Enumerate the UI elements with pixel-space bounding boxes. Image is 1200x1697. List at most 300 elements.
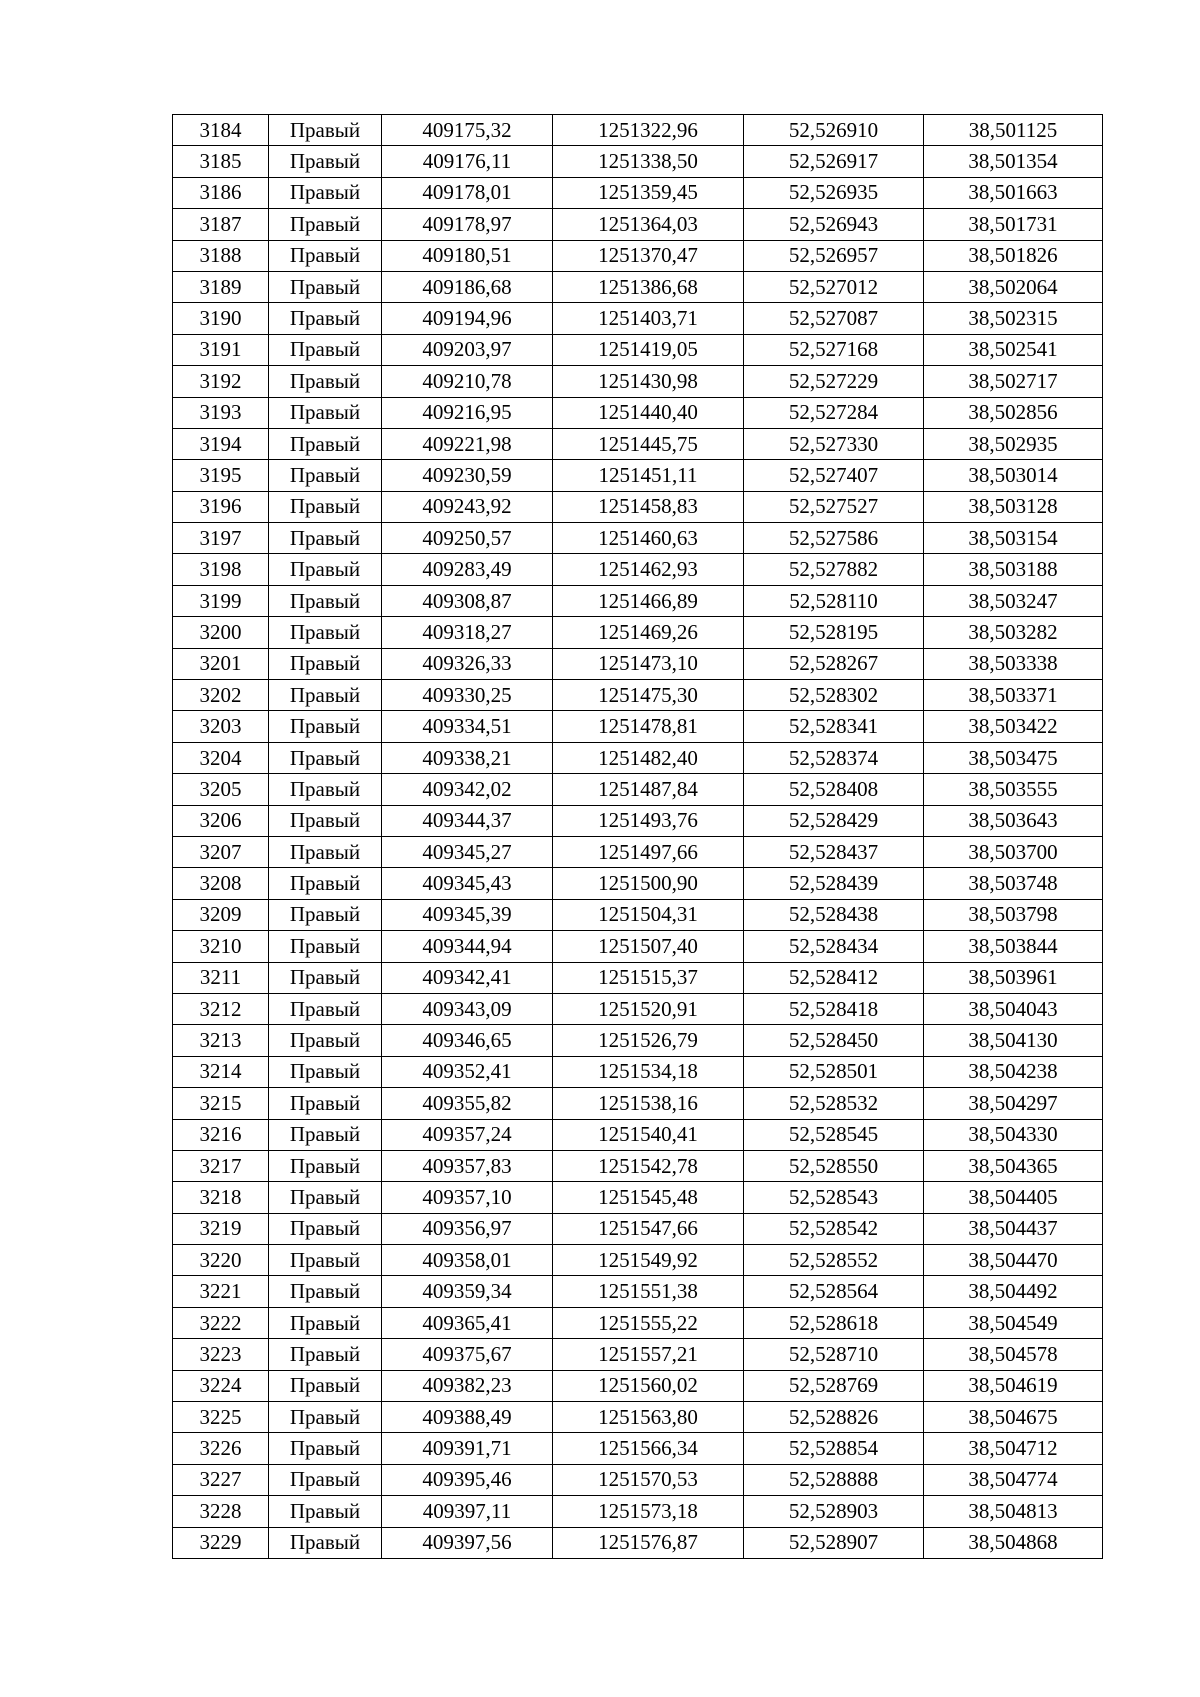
table-row — [173, 1182, 1103, 1213]
x-coordinate-cell: 409334,51 — [382, 711, 553, 742]
y-coordinate-cell: 1251338,50 — [553, 146, 744, 177]
x-coordinate-cell: 409382,23 — [382, 1370, 553, 1401]
point-number-cell: 3222 — [173, 1307, 269, 1338]
y-coordinate-cell: 1251563,80 — [553, 1402, 744, 1433]
point-number-cell: 3224 — [173, 1370, 269, 1401]
side-cell: Правый — [269, 899, 382, 930]
x-coordinate-cell: 409243,92 — [382, 491, 553, 522]
x-coordinate-cell: 409330,25 — [382, 680, 553, 711]
side-cell: Правый — [269, 868, 382, 899]
point-number-cell: 3184 — [173, 115, 269, 146]
coordinates-table — [172, 114, 1103, 1559]
y-coordinate-cell: 1251473,10 — [553, 648, 744, 679]
table-row — [173, 1088, 1103, 1119]
point-number-cell: 3215 — [173, 1088, 269, 1119]
point-number-cell: 3211 — [173, 962, 269, 993]
latitude-cell: 52,528434 — [744, 931, 924, 962]
side-cell: Правый — [269, 334, 382, 365]
point-number-cell: 3195 — [173, 460, 269, 491]
x-coordinate-cell: 409194,96 — [382, 303, 553, 334]
point-number-cell: 3212 — [173, 993, 269, 1024]
table-row — [173, 648, 1103, 679]
latitude-cell: 52,528907 — [744, 1527, 924, 1558]
point-number-cell: 3221 — [173, 1276, 269, 1307]
y-coordinate-cell: 1251487,84 — [553, 774, 744, 805]
y-coordinate-cell: 1251458,83 — [553, 491, 744, 522]
point-number-cell: 3219 — [173, 1213, 269, 1244]
y-coordinate-cell: 1251573,18 — [553, 1496, 744, 1527]
latitude-cell: 52,528437 — [744, 836, 924, 867]
longitude-cell: 38,504297 — [924, 1088, 1103, 1119]
x-coordinate-cell: 409345,43 — [382, 868, 553, 899]
x-coordinate-cell: 409186,68 — [382, 271, 553, 302]
longitude-cell: 38,501826 — [924, 240, 1103, 271]
y-coordinate-cell: 1251370,47 — [553, 240, 744, 271]
side-cell: Правый — [269, 209, 382, 240]
point-number-cell: 3214 — [173, 1056, 269, 1087]
x-coordinate-cell: 409308,87 — [382, 585, 553, 616]
y-coordinate-cell: 1251507,40 — [553, 931, 744, 962]
point-number-cell: 3191 — [173, 334, 269, 365]
x-coordinate-cell: 409357,24 — [382, 1119, 553, 1150]
table-row — [173, 209, 1103, 240]
side-cell: Правый — [269, 1276, 382, 1307]
latitude-cell: 52,527586 — [744, 523, 924, 554]
side-cell: Правый — [269, 836, 382, 867]
latitude-cell: 52,528110 — [744, 585, 924, 616]
x-coordinate-cell: 409397,56 — [382, 1527, 553, 1558]
y-coordinate-cell: 1251549,92 — [553, 1245, 744, 1276]
side-cell: Правый — [269, 1245, 382, 1276]
side-cell: Правый — [269, 1213, 382, 1244]
x-coordinate-cell: 409203,97 — [382, 334, 553, 365]
table-row — [173, 1370, 1103, 1401]
latitude-cell: 52,528769 — [744, 1370, 924, 1401]
point-number-cell: 3188 — [173, 240, 269, 271]
side-cell: Правый — [269, 428, 382, 459]
point-number-cell: 3204 — [173, 742, 269, 773]
side-cell: Правый — [269, 1370, 382, 1401]
table-row — [173, 1150, 1103, 1181]
y-coordinate-cell: 1251551,38 — [553, 1276, 744, 1307]
x-coordinate-cell: 409352,41 — [382, 1056, 553, 1087]
x-coordinate-cell: 409342,02 — [382, 774, 553, 805]
longitude-cell: 38,502541 — [924, 334, 1103, 365]
x-coordinate-cell: 409326,33 — [382, 648, 553, 679]
point-number-cell: 3200 — [173, 617, 269, 648]
latitude-cell: 52,528439 — [744, 868, 924, 899]
x-coordinate-cell: 409388,49 — [382, 1402, 553, 1433]
side-cell: Правый — [269, 460, 382, 491]
y-coordinate-cell: 1251497,66 — [553, 836, 744, 867]
side-cell: Правый — [269, 1527, 382, 1558]
y-coordinate-cell: 1251445,75 — [553, 428, 744, 459]
latitude-cell: 52,528532 — [744, 1088, 924, 1119]
side-cell: Правый — [269, 1088, 382, 1119]
longitude-cell: 38,502856 — [924, 397, 1103, 428]
side-cell: Правый — [269, 931, 382, 962]
latitude-cell: 52,528854 — [744, 1433, 924, 1464]
x-coordinate-cell: 409357,83 — [382, 1150, 553, 1181]
x-coordinate-cell: 409178,97 — [382, 209, 553, 240]
table-row — [173, 1402, 1103, 1433]
point-number-cell: 3206 — [173, 805, 269, 836]
latitude-cell: 52,527882 — [744, 554, 924, 585]
side-cell: Правый — [269, 1496, 382, 1527]
latitude-cell: 52,528438 — [744, 899, 924, 930]
point-number-cell: 3193 — [173, 397, 269, 428]
x-coordinate-cell: 409343,09 — [382, 993, 553, 1024]
x-coordinate-cell: 409375,67 — [382, 1339, 553, 1370]
side-cell: Правый — [269, 774, 382, 805]
longitude-cell: 38,504712 — [924, 1433, 1103, 1464]
latitude-cell: 52,528302 — [744, 680, 924, 711]
table-row — [173, 1433, 1103, 1464]
longitude-cell: 38,502315 — [924, 303, 1103, 334]
latitude-cell: 52,528408 — [744, 774, 924, 805]
latitude-cell: 52,527407 — [744, 460, 924, 491]
table-row — [173, 303, 1103, 334]
table-row — [173, 491, 1103, 522]
longitude-cell: 38,504868 — [924, 1527, 1103, 1558]
y-coordinate-cell: 1251500,90 — [553, 868, 744, 899]
table-row — [173, 554, 1103, 585]
latitude-cell: 52,528826 — [744, 1402, 924, 1433]
y-coordinate-cell: 1251440,40 — [553, 397, 744, 428]
x-coordinate-cell: 409342,41 — [382, 962, 553, 993]
latitude-cell: 52,528429 — [744, 805, 924, 836]
table-row — [173, 993, 1103, 1024]
y-coordinate-cell: 1251322,96 — [553, 115, 744, 146]
x-coordinate-cell: 409344,94 — [382, 931, 553, 962]
table-row — [173, 617, 1103, 648]
latitude-cell: 52,528418 — [744, 993, 924, 1024]
side-cell: Правый — [269, 742, 382, 773]
y-coordinate-cell: 1251570,53 — [553, 1464, 744, 1495]
longitude-cell: 38,504365 — [924, 1150, 1103, 1181]
point-number-cell: 3218 — [173, 1182, 269, 1213]
point-number-cell: 3205 — [173, 774, 269, 805]
y-coordinate-cell: 1251419,05 — [553, 334, 744, 365]
y-coordinate-cell: 1251386,68 — [553, 271, 744, 302]
point-number-cell: 3209 — [173, 899, 269, 930]
latitude-cell: 52,528341 — [744, 711, 924, 742]
point-number-cell: 3227 — [173, 1464, 269, 1495]
latitude-cell: 52,528267 — [744, 648, 924, 679]
point-number-cell: 3210 — [173, 931, 269, 962]
side-cell: Правый — [269, 1402, 382, 1433]
side-cell: Правый — [269, 1150, 382, 1181]
y-coordinate-cell: 1251547,66 — [553, 1213, 744, 1244]
latitude-cell: 52,527330 — [744, 428, 924, 459]
latitude-cell: 52,527012 — [744, 271, 924, 302]
longitude-cell: 38,503555 — [924, 774, 1103, 805]
side-cell: Правый — [269, 648, 382, 679]
x-coordinate-cell: 409358,01 — [382, 1245, 553, 1276]
table-row — [173, 428, 1103, 459]
side-cell: Правый — [269, 1464, 382, 1495]
x-coordinate-cell: 409395,46 — [382, 1464, 553, 1495]
latitude-cell: 52,527527 — [744, 491, 924, 522]
side-cell: Правый — [269, 523, 382, 554]
longitude-cell: 38,502935 — [924, 428, 1103, 459]
longitude-cell: 38,503798 — [924, 899, 1103, 930]
point-number-cell: 3190 — [173, 303, 269, 334]
side-cell: Правый — [269, 303, 382, 334]
side-cell: Правый — [269, 177, 382, 208]
side-cell: Правый — [269, 585, 382, 616]
latitude-cell: 52,527168 — [744, 334, 924, 365]
table-row — [173, 1276, 1103, 1307]
side-cell: Правый — [269, 397, 382, 428]
longitude-cell: 38,503128 — [924, 491, 1103, 522]
point-number-cell: 3185 — [173, 146, 269, 177]
x-coordinate-cell: 409176,11 — [382, 146, 553, 177]
table-row — [173, 1213, 1103, 1244]
longitude-cell: 38,504675 — [924, 1402, 1103, 1433]
y-coordinate-cell: 1251520,91 — [553, 993, 744, 1024]
point-number-cell: 3192 — [173, 366, 269, 397]
latitude-cell: 52,526917 — [744, 146, 924, 177]
longitude-cell: 38,503961 — [924, 962, 1103, 993]
side-cell: Правый — [269, 1433, 382, 1464]
y-coordinate-cell: 1251545,48 — [553, 1182, 744, 1213]
longitude-cell: 38,503188 — [924, 554, 1103, 585]
latitude-cell: 52,528888 — [744, 1464, 924, 1495]
table-row — [173, 836, 1103, 867]
point-number-cell: 3229 — [173, 1527, 269, 1558]
point-number-cell: 3213 — [173, 1025, 269, 1056]
point-number-cell: 3201 — [173, 648, 269, 679]
latitude-cell: 52,527087 — [744, 303, 924, 334]
point-number-cell: 3217 — [173, 1150, 269, 1181]
longitude-cell: 38,503475 — [924, 742, 1103, 773]
latitude-cell: 52,528545 — [744, 1119, 924, 1150]
table-row — [173, 460, 1103, 491]
point-number-cell: 3202 — [173, 680, 269, 711]
longitude-cell: 38,504437 — [924, 1213, 1103, 1244]
point-number-cell: 3207 — [173, 836, 269, 867]
point-number-cell: 3216 — [173, 1119, 269, 1150]
point-number-cell: 3199 — [173, 585, 269, 616]
longitude-cell: 38,503700 — [924, 836, 1103, 867]
longitude-cell: 38,504330 — [924, 1119, 1103, 1150]
longitude-cell: 38,502064 — [924, 271, 1103, 302]
latitude-cell: 52,528618 — [744, 1307, 924, 1338]
side-cell: Правый — [269, 554, 382, 585]
y-coordinate-cell: 1251403,71 — [553, 303, 744, 334]
y-coordinate-cell: 1251576,87 — [553, 1527, 744, 1558]
latitude-cell: 52,528501 — [744, 1056, 924, 1087]
side-cell: Правый — [269, 146, 382, 177]
longitude-cell: 38,504813 — [924, 1496, 1103, 1527]
y-coordinate-cell: 1251475,30 — [553, 680, 744, 711]
longitude-cell: 38,503422 — [924, 711, 1103, 742]
table-row — [173, 146, 1103, 177]
longitude-cell: 38,504405 — [924, 1182, 1103, 1213]
table-row — [173, 397, 1103, 428]
table-row — [173, 962, 1103, 993]
latitude-cell: 52,526935 — [744, 177, 924, 208]
point-number-cell: 3189 — [173, 271, 269, 302]
table-row — [173, 240, 1103, 271]
x-coordinate-cell: 409357,10 — [382, 1182, 553, 1213]
table-row — [173, 585, 1103, 616]
table-row — [173, 1056, 1103, 1087]
table-row — [173, 868, 1103, 899]
y-coordinate-cell: 1251515,37 — [553, 962, 744, 993]
point-number-cell: 3186 — [173, 177, 269, 208]
latitude-cell: 52,528374 — [744, 742, 924, 773]
y-coordinate-cell: 1251493,76 — [553, 805, 744, 836]
side-cell: Правый — [269, 680, 382, 711]
side-cell: Правый — [269, 617, 382, 648]
y-coordinate-cell: 1251430,98 — [553, 366, 744, 397]
latitude-cell: 52,528903 — [744, 1496, 924, 1527]
y-coordinate-cell: 1251504,31 — [553, 899, 744, 930]
longitude-cell: 38,504492 — [924, 1276, 1103, 1307]
longitude-cell: 38,503154 — [924, 523, 1103, 554]
y-coordinate-cell: 1251460,63 — [553, 523, 744, 554]
latitude-cell: 52,528412 — [744, 962, 924, 993]
latitude-cell: 52,527229 — [744, 366, 924, 397]
longitude-cell: 38,503247 — [924, 585, 1103, 616]
x-coordinate-cell: 409318,27 — [382, 617, 553, 648]
longitude-cell: 38,503844 — [924, 931, 1103, 962]
point-number-cell: 3225 — [173, 1402, 269, 1433]
longitude-cell: 38,504130 — [924, 1025, 1103, 1056]
longitude-cell: 38,504549 — [924, 1307, 1103, 1338]
latitude-cell: 52,528564 — [744, 1276, 924, 1307]
y-coordinate-cell: 1251482,40 — [553, 742, 744, 773]
x-coordinate-cell: 409346,65 — [382, 1025, 553, 1056]
point-number-cell: 3223 — [173, 1339, 269, 1370]
y-coordinate-cell: 1251451,11 — [553, 460, 744, 491]
side-cell: Правый — [269, 115, 382, 146]
table-row — [173, 1025, 1103, 1056]
x-coordinate-cell: 409250,57 — [382, 523, 553, 554]
longitude-cell: 38,501731 — [924, 209, 1103, 240]
x-coordinate-cell: 409210,78 — [382, 366, 553, 397]
longitude-cell: 38,503371 — [924, 680, 1103, 711]
table-row — [173, 1496, 1103, 1527]
y-coordinate-cell: 1251359,45 — [553, 177, 744, 208]
point-number-cell: 3198 — [173, 554, 269, 585]
side-cell: Правый — [269, 271, 382, 302]
x-coordinate-cell: 409391,71 — [382, 1433, 553, 1464]
table-row — [173, 680, 1103, 711]
x-coordinate-cell: 409397,11 — [382, 1496, 553, 1527]
longitude-cell: 38,501354 — [924, 146, 1103, 177]
point-number-cell: 3194 — [173, 428, 269, 459]
longitude-cell: 38,504470 — [924, 1245, 1103, 1276]
side-cell: Правый — [269, 366, 382, 397]
x-coordinate-cell: 409359,34 — [382, 1276, 553, 1307]
latitude-cell: 52,528450 — [744, 1025, 924, 1056]
y-coordinate-cell: 1251478,81 — [553, 711, 744, 742]
table-row — [173, 271, 1103, 302]
table-row — [173, 899, 1103, 930]
side-cell: Правый — [269, 993, 382, 1024]
point-number-cell: 3187 — [173, 209, 269, 240]
y-coordinate-cell: 1251566,34 — [553, 1433, 744, 1464]
latitude-cell: 52,528550 — [744, 1150, 924, 1181]
y-coordinate-cell: 1251466,89 — [553, 585, 744, 616]
x-coordinate-cell: 409355,82 — [382, 1088, 553, 1119]
y-coordinate-cell: 1251364,03 — [553, 209, 744, 240]
y-coordinate-cell: 1251542,78 — [553, 1150, 744, 1181]
x-coordinate-cell: 409180,51 — [382, 240, 553, 271]
table-row — [173, 711, 1103, 742]
y-coordinate-cell: 1251555,22 — [553, 1307, 744, 1338]
table-row — [173, 742, 1103, 773]
side-cell: Правый — [269, 1307, 382, 1338]
table-row — [173, 523, 1103, 554]
x-coordinate-cell: 409221,98 — [382, 428, 553, 459]
latitude-cell: 52,526910 — [744, 115, 924, 146]
latitude-cell: 52,528195 — [744, 617, 924, 648]
longitude-cell: 38,504619 — [924, 1370, 1103, 1401]
table-row — [173, 366, 1103, 397]
table-row — [173, 115, 1103, 146]
side-cell: Правый — [269, 805, 382, 836]
x-coordinate-cell: 409345,27 — [382, 836, 553, 867]
x-coordinate-cell: 409283,49 — [382, 554, 553, 585]
longitude-cell: 38,503014 — [924, 460, 1103, 491]
side-cell: Правый — [269, 711, 382, 742]
side-cell: Правый — [269, 1182, 382, 1213]
x-coordinate-cell: 409338,21 — [382, 742, 553, 773]
table-row — [173, 177, 1103, 208]
latitude-cell: 52,528542 — [744, 1213, 924, 1244]
point-number-cell: 3196 — [173, 491, 269, 522]
longitude-cell: 38,501125 — [924, 115, 1103, 146]
side-cell: Правый — [269, 1025, 382, 1056]
longitude-cell: 38,503338 — [924, 648, 1103, 679]
latitude-cell: 52,526943 — [744, 209, 924, 240]
point-number-cell: 3220 — [173, 1245, 269, 1276]
point-number-cell: 3203 — [173, 711, 269, 742]
side-cell: Правый — [269, 1056, 382, 1087]
side-cell: Правый — [269, 491, 382, 522]
latitude-cell: 52,528543 — [744, 1182, 924, 1213]
x-coordinate-cell: 409178,01 — [382, 177, 553, 208]
table-row — [173, 931, 1103, 962]
longitude-cell: 38,503643 — [924, 805, 1103, 836]
y-coordinate-cell: 1251538,16 — [553, 1088, 744, 1119]
y-coordinate-cell: 1251560,02 — [553, 1370, 744, 1401]
table-row — [173, 334, 1103, 365]
table-row — [173, 774, 1103, 805]
longitude-cell: 38,504238 — [924, 1056, 1103, 1087]
point-number-cell: 3226 — [173, 1433, 269, 1464]
side-cell: Правый — [269, 1339, 382, 1370]
point-number-cell: 3228 — [173, 1496, 269, 1527]
x-coordinate-cell: 409175,32 — [382, 115, 553, 146]
x-coordinate-cell: 409344,37 — [382, 805, 553, 836]
table-row — [173, 1245, 1103, 1276]
x-coordinate-cell: 409365,41 — [382, 1307, 553, 1338]
coordinates-table-body — [173, 115, 1103, 1559]
point-number-cell: 3197 — [173, 523, 269, 554]
x-coordinate-cell: 409345,39 — [382, 899, 553, 930]
longitude-cell: 38,504043 — [924, 993, 1103, 1024]
side-cell: Правый — [269, 962, 382, 993]
y-coordinate-cell: 1251526,79 — [553, 1025, 744, 1056]
longitude-cell: 38,504774 — [924, 1464, 1103, 1495]
x-coordinate-cell: 409230,59 — [382, 460, 553, 491]
y-coordinate-cell: 1251469,26 — [553, 617, 744, 648]
